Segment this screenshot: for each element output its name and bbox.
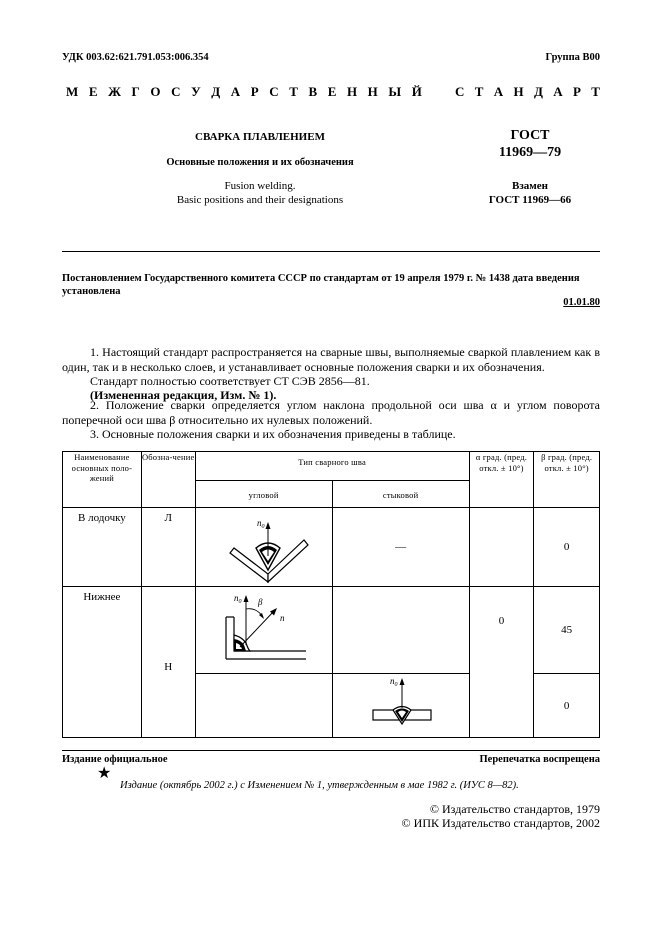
banner-letter: О [150,84,161,99]
n-label: n [279,613,285,623]
reprint-prohibited: Перепечатка воспрещена [479,754,600,765]
copyright-1979: © Издательство стандартов, 1979 [429,802,600,816]
n0-label: $n_0$ [256,518,265,530]
row2-name [63,587,142,738]
banner-word-2 [455,84,600,100]
banner-letter: С [171,84,181,99]
banner-letter: Г [131,84,140,99]
row1-name: В лодочку [63,508,142,587]
replaces-label: Взамен [512,180,548,192]
banner-letter: А [493,84,504,99]
banner-letter: А [230,84,241,99]
header-alpha: α град. (пред. откл. ± 10°) [469,452,534,508]
paragraph-1-amendment: (Измененная редакция, Изм. № 1). [90,388,277,402]
row1-designation: Л [141,508,195,587]
banner-letter: Д [533,84,543,99]
paragraph-1: 1. Настоящий стандарт распространяется на сварные швы, выполняемые сваркой плавлением как в один, так и в несколько слоев, и устанавливает основные положения сварки и их обозначения. [62,345,600,374]
row2-name-text: Нижнее [83,591,121,603]
header-position-name: Наименование основных поло-жений [63,452,142,508]
official-edition: Издание официальное [62,754,168,765]
header-fillet: угловой [195,481,332,508]
udk-code: УДК 003.62:621.791.053:006.354 [62,52,209,63]
header-beta: β град. (пред. откл. ± 10°) [534,452,600,508]
gost-label: ГОСТ [510,128,550,143]
copyright-2002: © ИПК Издательство стандартов, 2002 [401,816,600,830]
paragraph-1-sev: Стандарт полностью соответствует СТ СЭВ 2856—81. [90,374,370,388]
n0-label-2: $n_0$ [233,593,242,605]
replaces-number: ГОСТ 11969—66 [488,194,572,206]
banner-letter: Н [346,84,358,99]
en-subtitle: Basic positions and their designations [176,194,344,206]
star-icon: ★ [97,765,112,782]
banner-letter: Т [591,84,600,99]
row2-fillet-figure [195,587,332,674]
divider-footer [62,750,600,751]
divider-top [62,251,600,252]
row2-butt-empty [332,587,469,674]
banner-letter: Р [250,84,259,99]
banner-letter: Е [88,84,98,99]
row3-fillet-empty [195,674,332,738]
row1-alpha [469,508,534,587]
decree-text: Постановлением Государственного комитета СССР по стандартам от 19 апреля 1979 г. № 1438 дата введения установлена [62,273,580,297]
banner-letter: Ж [108,84,121,99]
banner-letter: Е [327,84,337,99]
boat-fillet-weld-diagram [196,508,332,583]
banner-letter: С [455,84,465,99]
row1-butt: — [332,508,469,587]
banner-letter: М [66,84,79,99]
ru-subtitle: Основные положения и их обозначения [166,157,354,168]
row3-beta-butt: 0 [534,674,600,738]
ru-title: СВАРКА ПЛАВЛЕНИЕМ [195,131,325,143]
header-butt: стыковой [332,481,469,508]
row2-designation: Н [141,587,195,738]
paragraph-3: 3. Основные положения сварки и их обозначения приведены в таблице. [90,427,456,441]
gost-number: 11969—79 [498,145,562,160]
paragraph-2: 2. Положение сварки определяется углом наклона продольной оси шва α и углом поворота поперечной оси шва β относительно их нулевых положений. [62,398,600,427]
banner-letter: У [191,84,201,99]
edition-note: Издание (октябрь 2002 г.) с Изменением № 1, утвержденным в мае 1982 г. (ИУС 8—82). [120,780,519,791]
welding-positions-table [62,451,600,738]
banner-letter: Т [474,84,484,99]
banner-letter: Й [411,84,422,99]
row3-butt-figure [332,674,469,738]
row2-alpha: 0 [469,587,534,738]
banner-letter: Д [211,84,221,99]
banner-letter: Ы [388,84,402,99]
row1-fillet-figure [195,508,332,587]
header-weld-type: Тип сварного шва [195,452,469,481]
banner-letter: А [553,84,563,99]
row1-beta: 0 [534,508,600,587]
en-title: Fusion welding. [224,180,296,192]
banner-letter: С [269,84,279,99]
decree-date: 01.01.80 [563,297,600,308]
banner-letter: Н [367,84,378,99]
flat-fillet-weld-diagram [196,587,332,670]
beta-label: β [257,597,263,607]
banner-word-1 [66,84,422,100]
flat-butt-weld-diagram [333,674,469,734]
banner-letter: Н [513,84,524,99]
n0-label-3: $n_0$ [389,676,398,688]
row2-beta-fillet: 45 [534,587,600,674]
banner-letter: В [308,84,318,99]
group-code: Группа В00 [545,52,600,63]
header-designation: Обозна-чение [141,452,195,508]
banner-letter: Т [289,84,298,99]
banner-letter: Р [572,84,581,99]
interstate-standard-banner [66,84,600,100]
